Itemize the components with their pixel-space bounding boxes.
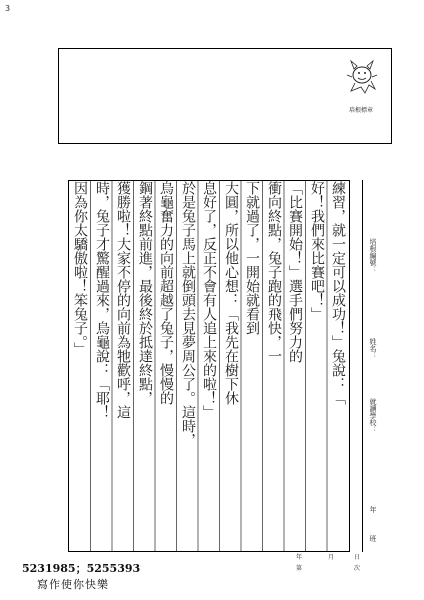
essay-column-6: 大圓，所以他心想：「我先在樹下休 (223, 181, 239, 405)
essay-column-12: 時，兔子才驚醒過來，烏龜說：「耶！ (94, 181, 110, 419)
month-label: 月 (328, 554, 335, 561)
mascot-sticker-icon (343, 55, 381, 95)
footer-slogan: 寫作使你快樂 (37, 578, 109, 591)
side-divider (362, 180, 363, 552)
essay-column-8: 於是兔子馬上就倒頭去見夢周公了。這時， (180, 181, 196, 447)
number-label: 培根編號： (369, 238, 377, 273)
essay-column-9: 烏龜奮力的向前超越了兔子，慢慢的 (158, 181, 174, 405)
class-label: 班 (369, 535, 377, 542)
footer-code: 5231985；5255393 (22, 562, 141, 575)
essay-column-7: 息好了，反正不會有人追上來的啦！」 (201, 181, 217, 419)
times-label: 次 (354, 565, 361, 572)
stamp-box (58, 48, 392, 144)
essay-column-3: 「比賽開始！」選手們努力的 (287, 181, 303, 363)
essay-column-10: 鋼著終點前進，最後終於抵達終點， (137, 181, 153, 405)
no-label: 第 (296, 565, 303, 572)
grade-label: 年 (369, 506, 377, 513)
essay-column-11: 獲勝啦！大家不停的向前為牠歡呼，這 (115, 181, 131, 419)
school-label: 就讀學校： (369, 398, 377, 433)
essay-column-13: 因為你太驕傲啦！笨兔子。」 (72, 181, 88, 356)
name-label: 姓名： (369, 338, 377, 359)
essay-column-5: 下就過了，一開始就看到 (244, 181, 260, 335)
writing-grid (68, 180, 350, 552)
day-label: 日 (354, 554, 361, 561)
essay-column-1: 練習，就一定可以成功！」兔說：「 (330, 181, 346, 405)
essay-column-4: 衝向終點，兔子跑的飛快，一 (266, 181, 282, 363)
essay-column-2: 好！我們來比賽吧！」 (309, 181, 325, 321)
year-label: 年 (296, 554, 303, 561)
corner-page-mark: 3 (5, 4, 11, 13)
stamp-label: 培根標章 (348, 107, 373, 114)
